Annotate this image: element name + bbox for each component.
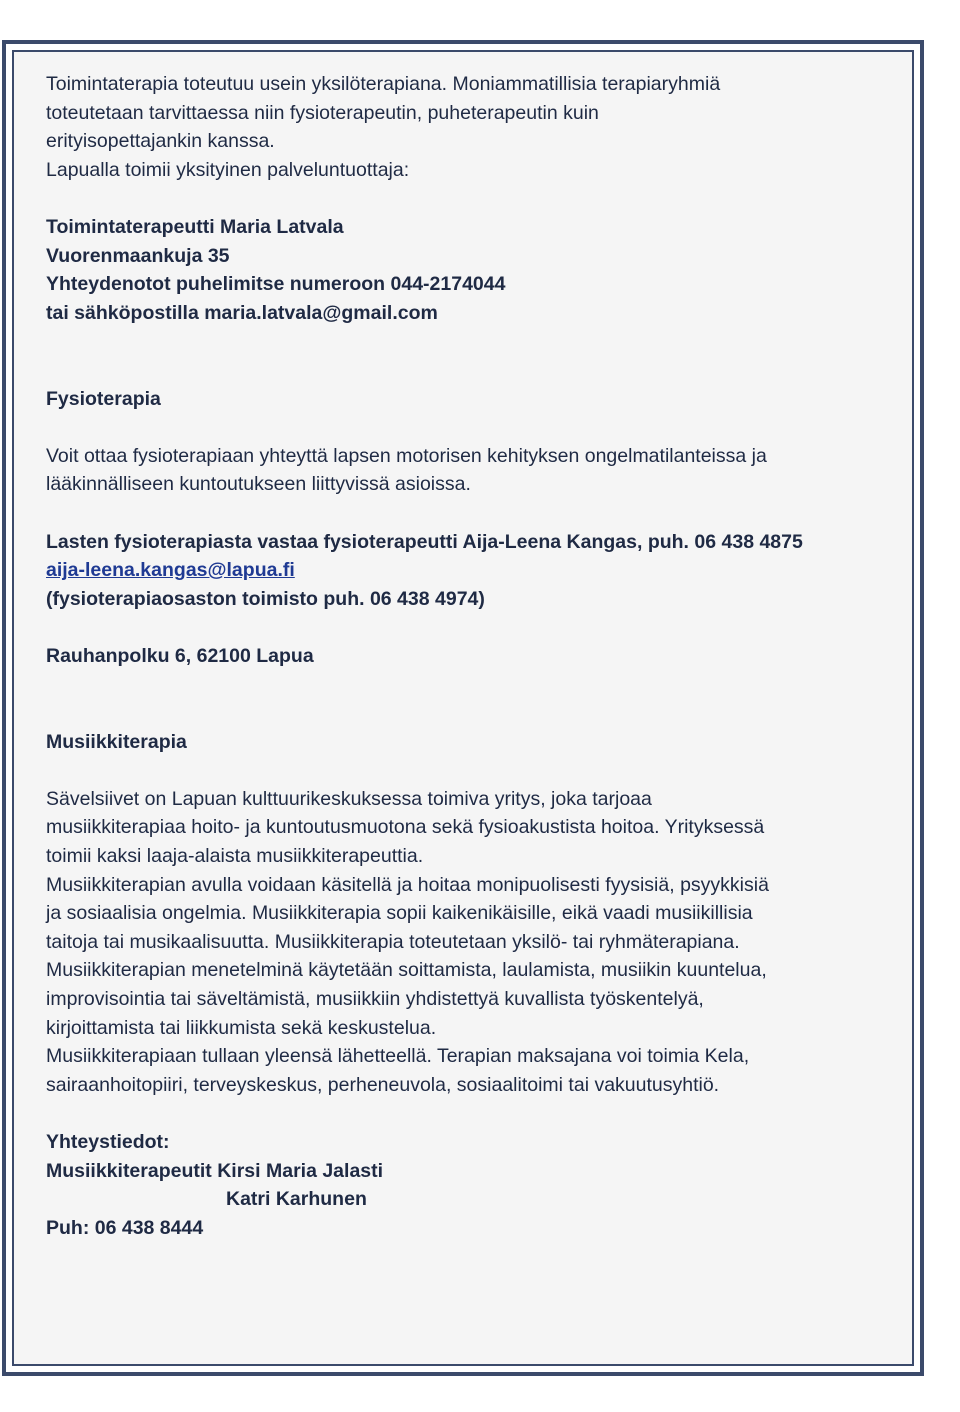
physio-contact-line: Lasten fysioterapiasta vastaa fysioterapeutti Aija-Leena Kangas, puh. 06 438 4875 <box>46 530 803 553</box>
music-body-line: taitoja tai musikaalisuutta. Musiikkiterapia toteutetaan yksilö- tai ryhmäterapiana. <box>46 930 740 953</box>
physio-office-line: (fysioterapiaosaston toimisto puh. 06 438 4974) <box>46 587 485 610</box>
music-body <box>46 785 866 1100</box>
music-body-line: improvisointia tai säveltämistä, musiikkiin yhdistettyä kuvallista työskentelyä, <box>46 988 704 1010</box>
music-body-line: sairaanhoitopiiri, terveyskeskus, perheneuvola, sosiaalitoimi tai vakuutusyhtiö. <box>46 1073 720 1096</box>
music-body-line: Musiikkiterapian avulla voidaan käsitellä ja hoitaa monipuolisesti fyysisiä, psyykkisiä <box>46 873 769 896</box>
intro-paragraph <box>46 70 866 184</box>
music-body-line: Sävelsiivet on Lapuan kulttuurikeskuksessa toimiva yritys, joka tarjoaa <box>46 787 652 810</box>
intro-line: Toimintaterapia toteutuu usein yksilöterapiana. Moniammatillisia terapiaryhmiä <box>46 73 721 95</box>
ot-contact-block <box>46 213 866 327</box>
physio-heading: Fysioterapia <box>46 387 161 410</box>
ot-contact-email: tai sähköpostilla maria.latvala@gmail.com <box>46 301 438 324</box>
physio-desc-line: lääkinnälliseen kuntoutukseen liittyvissä asioissa. <box>46 473 471 496</box>
music-therapists-line2: Katri Karhunen <box>226 1188 367 1211</box>
physio-desc-line: Voit ottaa fysioterapiaan yhteyttä lapsen motorisen kehityksen ongelmatilanteissa ja <box>46 444 767 467</box>
music-heading: Musiikkiterapia <box>46 730 187 753</box>
physio-email-row <box>46 556 866 585</box>
physio-description <box>46 442 866 499</box>
document-content <box>46 70 866 1242</box>
ot-contact-phone: Yhteydenotot puhelimitse numeroon 044-2174044 <box>46 273 506 296</box>
physio-email-link[interactable]: aija-leena.kangas@lapua.fi <box>46 559 295 582</box>
intro-line: Lapualla toimii yksityinen palveluntuottaja: <box>46 158 410 181</box>
physio-contact-block <box>46 528 866 614</box>
music-contact-block <box>46 1128 866 1242</box>
music-body-line: kirjoittamista tai liikkumista sekä keskustelua. <box>46 1016 437 1039</box>
ot-contact-address: Vuorenmaankuja 35 <box>46 244 230 267</box>
music-phone: Puh: 06 438 8444 <box>46 1216 204 1239</box>
intro-line: erityisopettajankin kanssa. <box>46 130 275 153</box>
music-therapists-line1: Musiikkiterapeutit Kirsi Maria Jalasti <box>46 1159 384 1182</box>
music-body-line: musiikkiterapiaa hoito- ja kuntoutusmuotona sekä fysioakustista hoitoa. Yrityksessä <box>46 816 765 839</box>
physio-address: Rauhanpolku 6, 62100 Lapua <box>46 644 314 667</box>
music-body-line: Musiikkiterapian menetelminä käytetään soittamista, laulamista, musiikin kuuntelua, <box>46 959 767 982</box>
music-body-line: ja sosiaalisia ongelmia. Musiikkiterapia sopii kaikenikäisille, eikä vaadi musiikillisia <box>46 902 753 925</box>
ot-contact-name: Toimintaterapeutti Maria Latvala <box>46 215 344 238</box>
music-body-line: toimii kaksi laaja-alaista musiikkiterapeuttia. <box>46 845 424 868</box>
intro-line: toteutetaan tarvittaessa niin fysioterapeutin, puheterapeutin kuin <box>46 101 599 124</box>
music-body-line: Musiikkiterapiaan tullaan yleensä lähetteellä. Terapian maksajana voi toimia Kela, <box>46 1045 750 1068</box>
music-contact-heading: Yhteystiedot: <box>46 1130 170 1153</box>
